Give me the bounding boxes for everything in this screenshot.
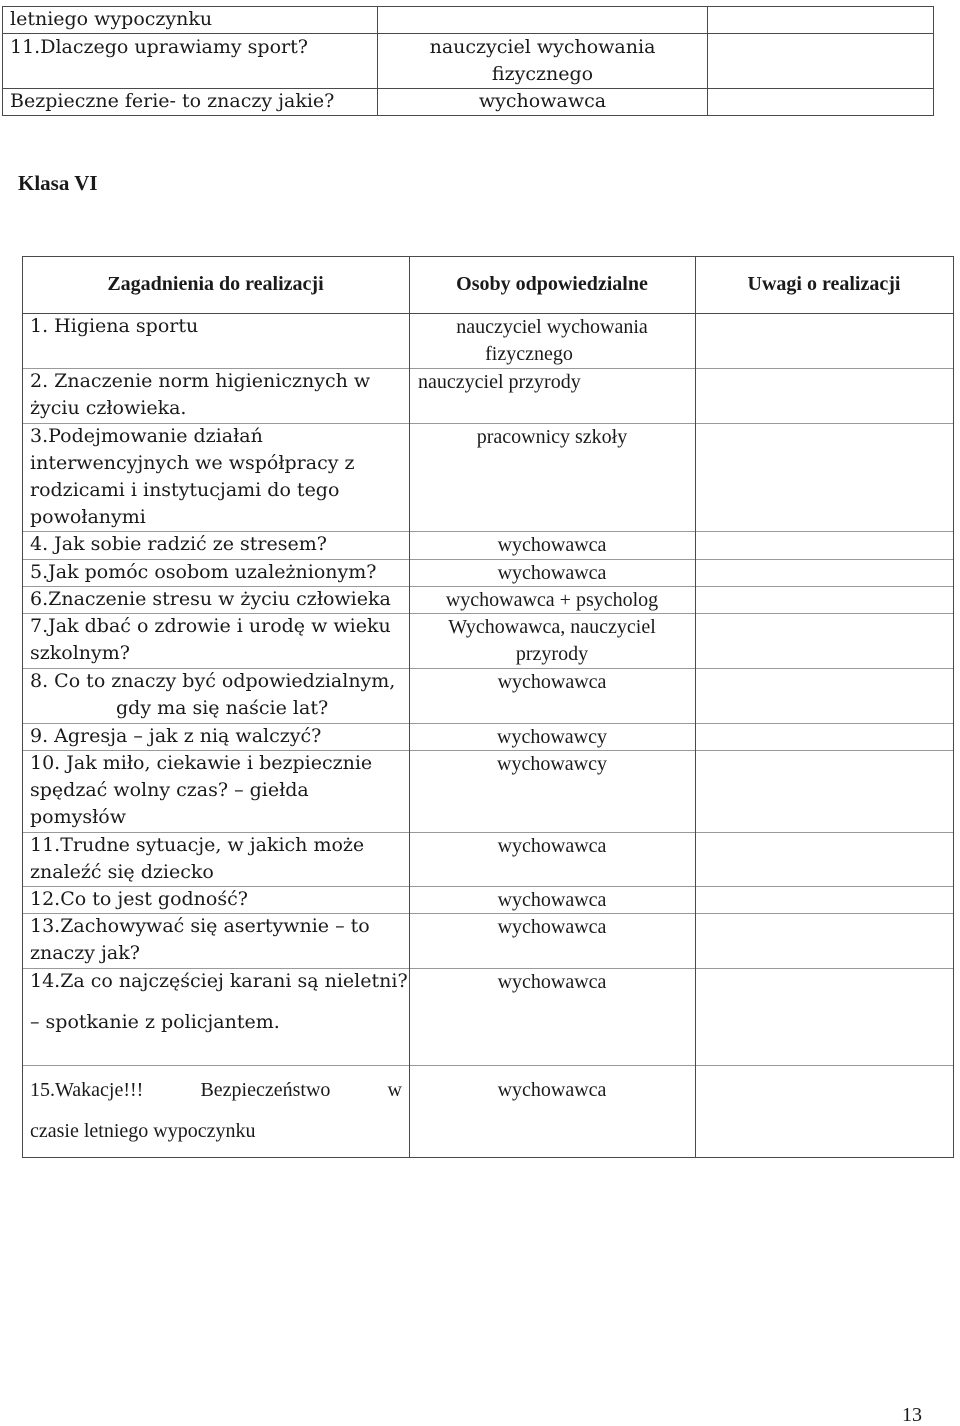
table-cell-text: fizycznego: [491, 63, 594, 85]
topic-text: życiu człowieka.: [30, 397, 187, 419]
topic-text: 15.Wakacje!!! Bezpieczeństwo w: [30, 1079, 402, 1101]
topic-text: 5.Jak pomóc osobom uzależnionym?: [30, 561, 377, 583]
topic-text: 12.Co to jest godność?: [30, 888, 248, 910]
table-border: [22, 423, 954, 424]
table-border: [22, 559, 954, 560]
table-border: [22, 668, 954, 669]
responsible-text: wychowawca: [497, 889, 607, 911]
page-number: 13: [902, 1404, 922, 1426]
responsible-text: fizycznego: [485, 343, 573, 365]
topic-text: znaczy jak?: [30, 942, 140, 964]
table-border: [2, 33, 934, 34]
responsible-text: wychowawca: [497, 835, 607, 857]
responsible-text: wychowawcy: [497, 753, 607, 775]
topic-text: interwencyjnych we współpracy z: [30, 452, 355, 474]
table-border: [22, 613, 954, 614]
topic-text: szkolnym?: [30, 642, 130, 664]
topic-text: 13.Zachowywać się asertywnie – to: [30, 915, 370, 937]
table-cell-text: 11.Dlaczego uprawiamy sport?: [10, 36, 308, 58]
topic-text: 8. Co to znaczy być odpowiedzialnym,: [30, 670, 396, 692]
table-border: [22, 913, 954, 914]
table-cell-text: Bezpieczne ferie- to znaczy jakie?: [10, 90, 335, 112]
responsible-text: wychowawca: [497, 971, 607, 993]
table-border: [409, 256, 410, 1158]
table-border: [22, 1065, 954, 1066]
responsible-text: nauczyciel przyrody: [418, 371, 581, 393]
topic-text: powołanymi: [30, 506, 146, 528]
topic-text: gdy ma się naście lat?: [116, 697, 329, 719]
topic-text: 4. Jak sobie radzić ze stresem?: [30, 533, 327, 555]
table-border: [2, 6, 934, 7]
table-border: [695, 256, 696, 1158]
topic-text: 6.Znaczenie stresu w życiu człowieka: [30, 588, 391, 610]
table-border: [2, 88, 934, 89]
topic-text: 9. Agresja – jak z nią walczyć?: [30, 725, 322, 747]
responsible-text: wychowawca + psycholog: [445, 589, 659, 611]
table-cell-text: nauczyciel wychowania: [429, 36, 656, 58]
topic-text: 1. Higiena sportu: [30, 315, 199, 337]
table-border: [933, 6, 934, 116]
topic-text: 2. Znaczenie norm higienicznych w: [30, 370, 371, 392]
table-border: [22, 832, 954, 833]
responsible-text: pracownicy szkoły: [476, 426, 628, 448]
table-border: [22, 368, 954, 369]
topic-text: spędzać wolny czas? – giełda: [30, 779, 309, 801]
column-header-topics: Zagadnienia do realizacji: [107, 273, 324, 295]
column-header-notes: Uwagi o realizacji: [747, 273, 901, 295]
topic-text: 10. Jak miło, ciekawie i bezpiecznie: [30, 752, 373, 774]
responsible-text: wychowawca: [497, 562, 607, 584]
responsible-text: wychowawca: [497, 534, 607, 556]
topic-text: 11.Trudne sytuacje, w jakich może: [30, 834, 365, 856]
topic-text: rodzicami i instytucjami do tego: [30, 479, 340, 501]
responsible-text: przyrody: [515, 643, 589, 665]
table-border: [953, 256, 954, 1158]
responsible-text: wychowawcy: [497, 726, 607, 748]
responsible-text: nauczyciel wychowania: [456, 316, 648, 338]
topic-text: znaleźć się dziecko: [30, 861, 214, 883]
responsible-text: wychowawca: [497, 1079, 607, 1101]
topic-text: pomysłów: [30, 806, 126, 828]
table-border: [22, 256, 23, 1158]
table-border: [22, 723, 954, 724]
responsible-text: wychowawca: [497, 671, 607, 693]
responsible-text: Wychowawca, nauczyciel: [448, 616, 656, 638]
section-heading: Klasa VI: [18, 171, 98, 195]
table-border: [22, 531, 954, 532]
table-cell-text: wychowawca: [478, 90, 607, 112]
table-cell-text: letniego wypoczynku: [10, 8, 213, 30]
table-border: [22, 886, 954, 887]
table-border: [22, 750, 954, 751]
table-border: [22, 313, 954, 314]
topic-text: 7.Jak dbać o zdrowie i urodę w wieku: [30, 615, 391, 637]
table-border: [2, 115, 934, 116]
column-header-responsible: Osoby odpowiedzialne: [456, 273, 648, 295]
table-border: [2, 6, 3, 116]
responsible-text: wychowawca: [497, 916, 607, 938]
table-border: [22, 256, 954, 257]
topic-text: 3.Podejmowanie działań: [30, 425, 263, 447]
table-border: [22, 968, 954, 969]
table-border: [22, 586, 954, 587]
table-border: [707, 6, 708, 116]
topic-text: – spotkanie z policjantem.: [30, 1011, 280, 1033]
table-border: [22, 1157, 954, 1158]
topic-text: 14.Za co najczęściej karani są nieletni?: [30, 970, 408, 992]
topic-text: czasie letniego wypoczynku: [30, 1120, 256, 1142]
